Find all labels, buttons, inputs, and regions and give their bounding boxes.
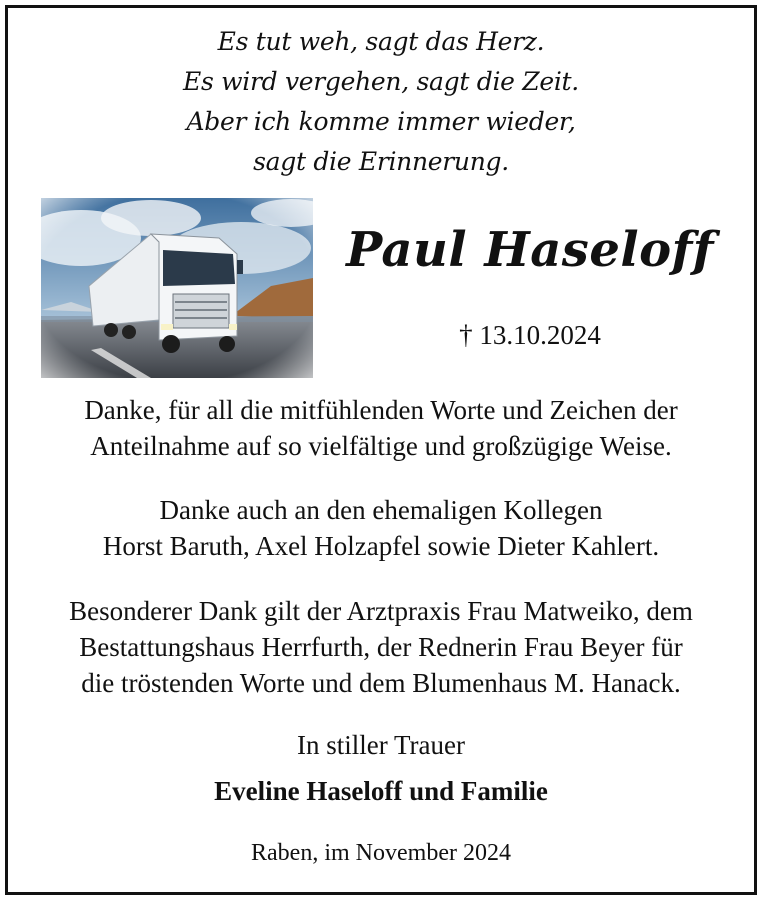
signers: Eveline Haseloff und Familie <box>214 776 548 806</box>
poem-line: sagt die Erinnerung. <box>253 147 509 176</box>
poem <box>0 22 762 182</box>
text-line: Bestattungshaus Herrfurth, der Rednerin Frau Beyer für <box>79 632 683 662</box>
text-line: Anteilnahme auf so vielfältige und großzügige Weise. <box>90 431 672 461</box>
place-date: Raben, im November 2024 <box>251 840 511 866</box>
mourning-text: In stiller Trauer <box>297 730 465 760</box>
death-date: † 13.10.2024 <box>459 320 601 350</box>
poem-line: Es wird vergehen, sagt die Zeit. <box>183 67 579 96</box>
text-line: die tröstenden Worte und dem Blumenhaus M. Hanack. <box>81 668 681 698</box>
text-line: Besonderer Dank gilt der Arztpraxis Frau Matweiko, dem <box>69 596 693 626</box>
thanks-paragraph <box>0 392 762 464</box>
deceased-name: Paul Haseloff <box>346 222 714 278</box>
colleagues-paragraph <box>0 492 762 564</box>
special-thanks-paragraph <box>0 593 762 701</box>
text-line: Horst Baruth, Axel Holzapfel sowie Dieter Kahlert. <box>102 531 660 561</box>
text-line: Danke, für all die mitfühlenden Worte und Zeichen der <box>84 395 678 425</box>
poem-line: Aber ich komme immer wieder, <box>186 107 576 136</box>
poem-line: Es tut weh, sagt das Herz. <box>217 27 545 56</box>
truck-photo <box>41 198 313 378</box>
text-line: Danke auch an den ehemaligen Kollegen <box>159 495 603 525</box>
